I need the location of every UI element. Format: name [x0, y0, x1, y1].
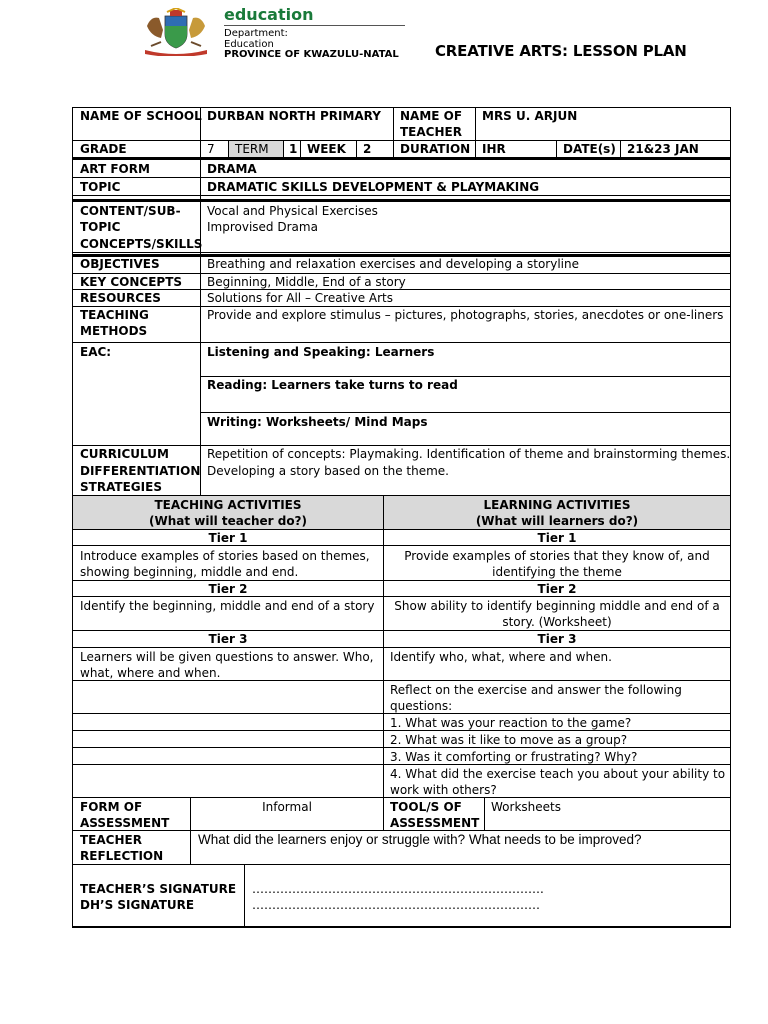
- col-line: [200, 107, 201, 495]
- methods-label-2: METHODS: [80, 324, 148, 338]
- eac-label: EAC:: [80, 345, 112, 359]
- t1-teach-2: showing beginning, middle and end.: [80, 565, 299, 579]
- t1-learn-1: Provide examples of stories that they know of, and: [404, 549, 710, 563]
- dept-rule: [224, 25, 405, 26]
- duration-value: IHR: [482, 142, 506, 156]
- tools-label-2: ASSESSMENT: [390, 816, 480, 830]
- dh-signature-label: DH’S SIGNATURE: [80, 898, 195, 912]
- reflection-value: What did the learners enjoy or struggle with? What needs to be improved?: [198, 832, 642, 847]
- col-line: [283, 140, 284, 157]
- content-value-1: Vocal and Physical Exercises: [207, 204, 378, 218]
- t3-learn: Identify who, what, where and when.: [390, 650, 612, 664]
- reflect-1: Reflect on the exercise and answer the following: [390, 683, 682, 697]
- row-line: [72, 926, 731, 928]
- curr-label-2: DIFFERENTIATION: [80, 464, 201, 478]
- tier3-teach: Tier 3: [208, 632, 248, 646]
- col-line: [556, 140, 557, 157]
- t2-teach: Identify the beginning, middle and end of a story: [80, 599, 375, 613]
- curr-label-3: STRATEGIES: [80, 480, 162, 494]
- curr-value-2: Developing a story based on the theme.: [207, 464, 449, 478]
- tier1-teach: Tier 1: [208, 531, 248, 545]
- curr-value-1: Repetition of concepts: Playmaking. Identification of theme and brainstorming themes.: [207, 447, 731, 461]
- reflect-2: questions:: [390, 699, 453, 713]
- content-label-1: CONTENT/SUB-: [80, 204, 181, 218]
- dept-line-3: PROVINCE OF KWAZULU-NATAL: [224, 49, 399, 60]
- t2-learn-2: story. (Worksheet): [502, 615, 612, 629]
- question-1: 1. What was your reaction to the game?: [390, 716, 632, 730]
- dates-label: DATE(s): [563, 142, 616, 156]
- t2-learn-1: Show ability to identify beginning middle and end of a: [394, 599, 720, 613]
- resources-label: RESOURCES: [80, 291, 161, 305]
- teacher-signature-line[interactable]: ……………………………………………………………….: [252, 882, 544, 896]
- term-value: 1: [289, 142, 298, 156]
- col-line: [356, 140, 357, 157]
- dates-value: 21&23 JAN: [627, 142, 699, 156]
- teacher-label-1: NAME OF: [400, 109, 463, 123]
- row-line: [72, 342, 731, 343]
- methods-value: Provide and explore stimulus – pictures, photographs, stories, anecdotes or one-liners: [207, 308, 724, 322]
- teacher-label-2: TEACHER: [400, 125, 462, 139]
- objectives-label: OBJECTIVES: [80, 257, 160, 271]
- topic-label: TOPIC: [80, 180, 121, 194]
- col-line: [393, 107, 394, 157]
- artform-label: ART FORM: [80, 162, 150, 176]
- dept-word: education: [224, 5, 314, 24]
- row-line: [72, 157, 731, 160]
- teaching-head-1: TEACHING ACTIVITIES: [154, 498, 302, 512]
- reflection-label-2: REFLECTION: [80, 849, 164, 863]
- resources-value: Solutions for All – Creative Arts: [207, 291, 393, 305]
- col-line: [620, 140, 621, 157]
- col-line: [475, 107, 476, 157]
- content-value-2: Improvised Drama: [207, 220, 318, 234]
- question-4-2: work with others?: [390, 783, 497, 797]
- col-line: [244, 864, 245, 927]
- form-label-1: FORM OF: [80, 800, 143, 814]
- teacher-signature-label: TEACHER’S SIGNATURE: [80, 882, 237, 896]
- school-value: DURBAN NORTH PRIMARY: [207, 109, 381, 123]
- row-line: [72, 495, 731, 496]
- topic-value: DRAMATIC SKILLS DEVELOPMENT & PLAYMAKING: [207, 180, 540, 194]
- t3-teach-1: Learners will be given questions to answer. Who,: [80, 650, 374, 664]
- col-line: [228, 140, 229, 157]
- question-3: 3. Was it comforting or frustrating? Why?: [390, 750, 638, 764]
- coat-of-arms-icon: [137, 8, 215, 56]
- t1-teach-1: Introduce examples of stories based on themes,: [80, 549, 370, 563]
- eac-listening: Listening and Speaking: Learners: [207, 345, 435, 359]
- artform-value: DRAMA: [207, 162, 257, 176]
- row-line: [72, 647, 731, 648]
- dept-line-2: Education: [224, 39, 274, 50]
- tier1-learn: Tier 1: [537, 531, 577, 545]
- tools-label-1: TOOL/S OF: [390, 800, 462, 814]
- grade-value: 7: [207, 142, 215, 156]
- t3-teach-2: what, where and when.: [80, 666, 221, 680]
- content-label-2: TOPIC: [80, 220, 121, 234]
- col-line: [484, 797, 485, 830]
- row-line: [72, 199, 731, 202]
- question-2: 2. What was it like to move as a group?: [390, 733, 628, 747]
- teaching-head-2: (What will teacher do?): [148, 514, 308, 528]
- tier2-learn: Tier 2: [537, 582, 577, 596]
- tier3-learn: Tier 3: [537, 632, 577, 646]
- question-4-1: 4. What did the exercise teach you about your ability to: [390, 767, 726, 781]
- tools-value: Worksheets: [491, 800, 561, 814]
- table-right-border: [730, 107, 731, 928]
- col-line: [300, 140, 301, 157]
- row-line: [72, 252, 731, 253]
- methods-label-1: TEACHING: [80, 308, 149, 322]
- curr-label-1: CURRICULUM: [80, 447, 169, 461]
- school-label: NAME OF SCHOOL: [80, 109, 202, 123]
- row-line: [72, 195, 731, 196]
- dh-signature-line[interactable]: ………………………………………………………………: [252, 898, 540, 912]
- learning-head-2: (What will learners do?): [475, 514, 639, 528]
- eac-writing: Writing: Worksheets/ Mind Maps: [207, 415, 428, 429]
- teacher-value: MRS U. ARJUN: [482, 109, 578, 123]
- week-label: WEEK: [307, 142, 346, 156]
- content-label-3: CONCEPTS/SKILLS: [80, 237, 203, 251]
- row-line: [72, 864, 731, 865]
- term-label: TERM: [235, 142, 269, 156]
- objectives-value: Breathing and relaxation exercises and developing a storyline: [207, 257, 579, 271]
- form-label-2: ASSESSMENT: [80, 816, 170, 830]
- duration-label: DURATION: [400, 142, 471, 156]
- row-line: [72, 177, 731, 178]
- dept-line-1: Department:: [224, 28, 288, 39]
- col-line: [383, 797, 384, 830]
- row-line: [200, 412, 731, 413]
- learning-head-1: LEARNING ACTIVITIES: [483, 498, 631, 512]
- form-value: Informal: [262, 800, 312, 814]
- document-title: CREATIVE ARTS: LESSON PLAN: [435, 42, 687, 60]
- week-value: 2: [363, 142, 372, 156]
- keyconcepts-label: KEY CONCEPTS: [80, 275, 183, 289]
- eac-reading: Reading: Learners take turns to read: [207, 378, 458, 392]
- keyconcepts-value: Beginning, Middle, End of a story: [207, 275, 406, 289]
- t1-learn-2: identifying the theme: [492, 565, 622, 579]
- tier2-teach: Tier 2: [208, 582, 248, 596]
- reflection-label-1: TEACHER: [80, 833, 142, 847]
- grade-label: GRADE: [80, 142, 127, 156]
